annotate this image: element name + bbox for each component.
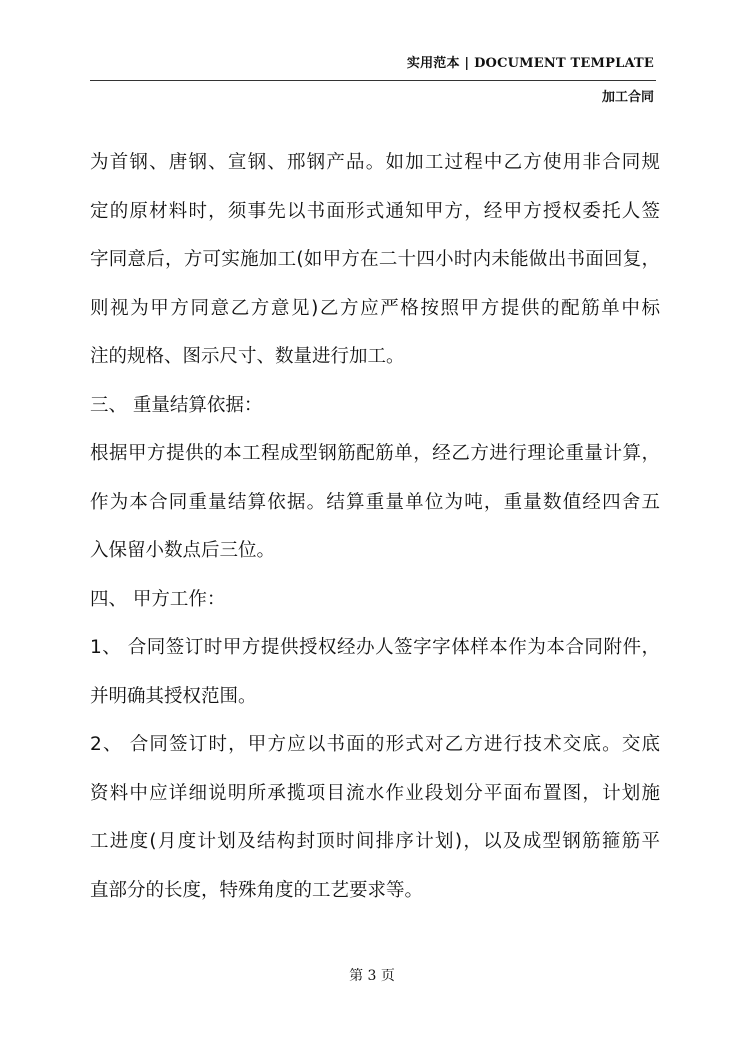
text-line: 定的原材料时，须事先以书面形式通知甲方，经甲方授权委托人签: [90, 200, 660, 222]
text-line: 为首钢、唐钢、宣钢、邢钢产品。如加工过程中乙方使用非合同规: [90, 152, 660, 173]
text-line: 2、 合同签订时，甲方应以书面的形式对乙方进行技术交底。交底: [90, 734, 660, 755]
text-line: 1、 合同签订时甲方提供授权经办人签字字体样本作为本合同附件，: [90, 637, 660, 658]
page-number: 第 3 页: [349, 968, 395, 984]
document-body: [90, 139, 660, 915]
text-line: 工进度(月度计划及结构封顶时间排序计划)，以及成型钢筋箍筋平: [90, 831, 660, 852]
text-line: 根据甲方提供的本工程成型钢筋配筋单，经乙方进行理论重量计算，: [90, 443, 660, 464]
text-line: 注的规格、图示尺寸、数量进行加工。: [90, 346, 405, 367]
header-divider: [90, 80, 656, 81]
text-line: 则视为甲方同意乙方意见)乙方应严格按照甲方提供的配筋单中标: [90, 297, 660, 319]
text-line: 字同意后，方可实施加工(如甲方在二十四小时内未能做出书面回复，: [90, 249, 660, 270]
text-line: 直部分的长度，特殊角度的工艺要求等。: [90, 879, 424, 901]
section-heading: 四、 甲方工作：: [90, 588, 226, 610]
header-title: 实用范本 | DOCUMENT TEMPLATE: [406, 56, 654, 71]
text-line: 入保留小数点后三位。: [90, 540, 276, 561]
text-line: 并明确其授权范围。: [90, 685, 257, 707]
text-line: 作为本合同重量结算依据。结算重量单位为吨，重量数值经四舍五: [90, 491, 660, 513]
text-line: 资料中应详细说明所承揽项目流水作业段划分平面布置图，计划施: [90, 782, 660, 804]
section-heading: 三、 重量结算依据：: [90, 394, 263, 416]
header-subtitle: 加工合同: [601, 90, 654, 105]
